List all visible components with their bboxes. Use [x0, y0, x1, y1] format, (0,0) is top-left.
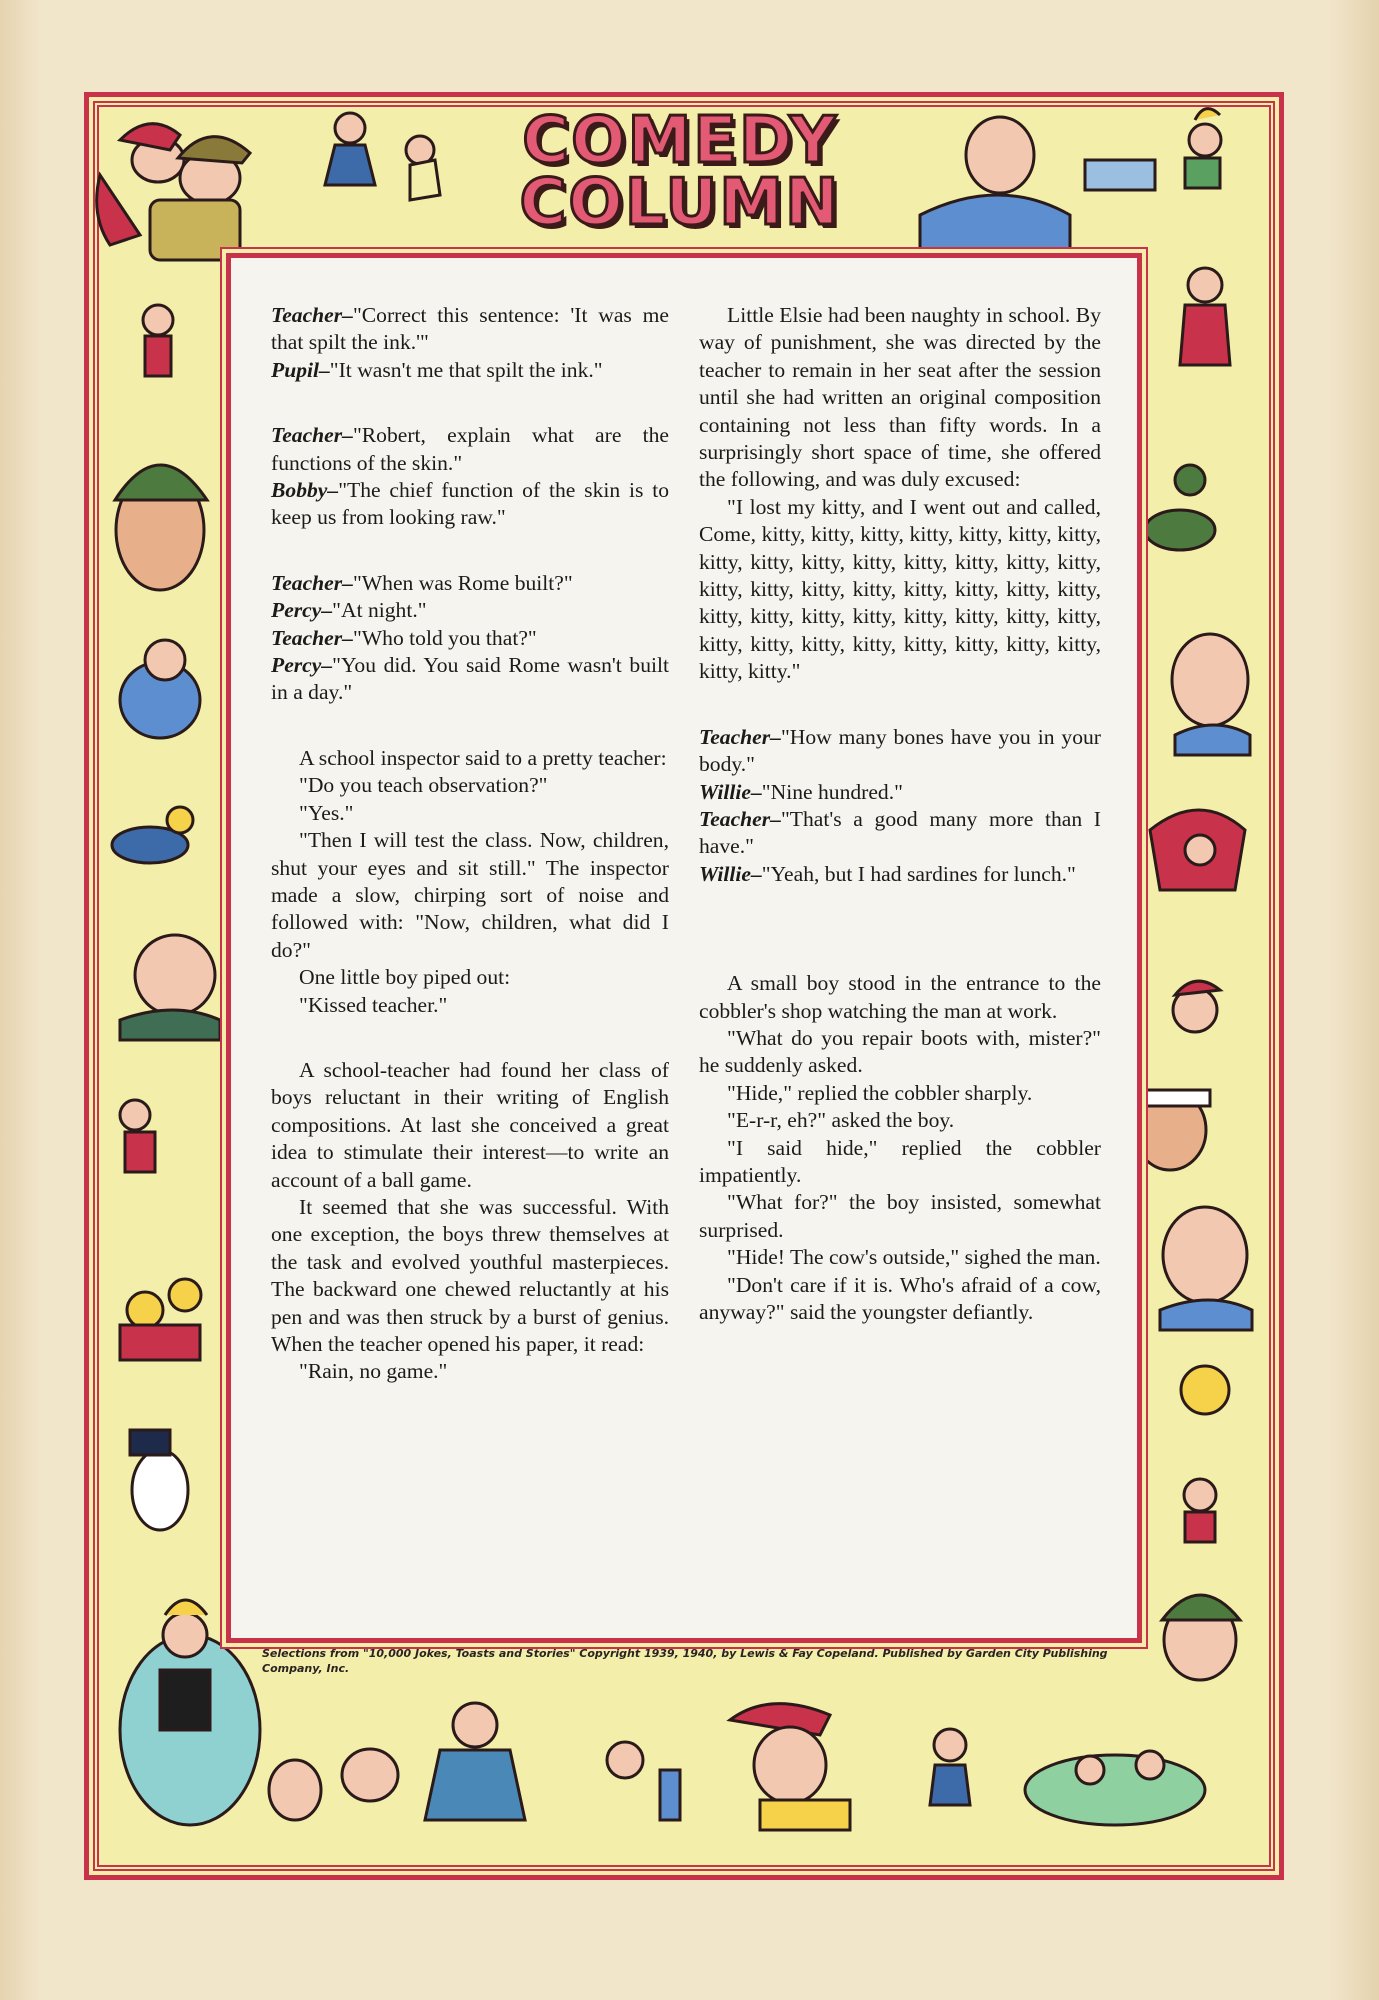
joke-line: A school inspector said to a pretty teacher: — [299, 745, 667, 770]
joke-line: "E-r-r, eh?" asked the boy. — [727, 1108, 955, 1133]
joke-line: "I said hide," replied the cobbler impatiently. — [699, 1135, 1101, 1187]
joke-line: Teacher–"Correct this sentence: 'It was me that spilt the ink.'" — [271, 303, 669, 355]
joke-line: "Hide," replied the cobbler sharply. — [727, 1080, 1033, 1105]
joke-line: "Yes." — [299, 800, 354, 825]
joke-line: Bobby–"The chief function of the skin is to keep us from looking raw." — [271, 478, 669, 530]
jokes-panel — [226, 253, 1142, 1643]
joke-line: "What do you repair boots with, mister?" he suddenly asked. — [699, 1025, 1101, 1078]
title-line-1: COMEDY — [522, 104, 838, 178]
joke-line: "Hide! The cow's outside," sighed the man. — [727, 1245, 1101, 1270]
right-text-column — [699, 302, 1101, 1326]
joke-line: Teacher–"Who told you that?" — [271, 625, 537, 650]
joke-line: "Do you teach observation?" — [299, 773, 548, 798]
racing-kid-icon — [1085, 109, 1221, 190]
joke-line: "Kissed teacher." — [299, 992, 448, 1017]
joke-line: "Rain, no game." — [299, 1359, 448, 1384]
title-line-2: COLUMN — [519, 166, 841, 240]
joke-line: Teacher–"When was Rome built?" — [271, 570, 573, 595]
dancing-kids-icon — [325, 113, 440, 200]
joke-line: Willie–"Nine hundred." — [699, 779, 903, 804]
couple-figure-icon — [97, 124, 250, 260]
joke-line: Teacher–"Robert, explain what are the functions of the skin." — [271, 423, 669, 475]
joke-line: Teacher–"That's a good many more than I have." — [699, 806, 1101, 859]
joke-line: Percy–"At night." — [271, 598, 427, 623]
joke-line: "What for?" the boy insisted, somewhat surprised. — [699, 1190, 1101, 1242]
joke-line: It seemed that she was successful. With one exception, the boys threw themselves at the task and evolved youthful masterpieces. The backward one chewed reluctantly at his pen and was then struck by a burst of genius. When the teacher opened his paper, it read: — [271, 1194, 669, 1356]
joke-line: "Then I will test the class. Now, children, shut your eyes and sit still." The inspector made a slow, chirping sort of noise and followed with: "Now, children, what did I do?" — [271, 828, 669, 962]
joke-line: A school-teacher had found her class of boys reluctant in their writing of English compositions. At last she conceived a great idea to stimulate their interest—to write an account of a ball game. — [271, 1057, 669, 1192]
left-text-column — [271, 302, 669, 1386]
right-border-figures-icon — [1134, 268, 1252, 1680]
left-border-figures-icon — [112, 305, 220, 1530]
joke-line: One little boy piped out: — [299, 965, 511, 990]
joke-line: Percy–"You did. You said Rome wasn't built in a day." — [271, 653, 669, 705]
copyright-credit: Selections from "10,000 Jokes, Toasts and Stories" Copyright 1939, 1940, by Lewis & Fay Copeland. Published by Garden City Publishing Company, Inc. — [262, 1647, 1108, 1675]
comedy-column-title — [480, 104, 880, 240]
joke-line: Little Elsie had been naughty in school. By way of punishment, she was directed by the teacher to remain in her seat after the session until she had written an original composition containing not less than fifty words. In a surprisingly short space of time, she offered the following, and was duly excused: — [699, 303, 1101, 492]
joke-line: Pupil–"It wasn't me that spilt the ink." — [271, 357, 603, 382]
joke-line: "I lost my kitty, and I went out and called, Come, kitty, kitty, kitty, kitty, kitty, kitty, kitty, kitty, kitty, kitty, kitty, kitty, kitty, kitty, kitty, kitty, kitty, kitty, kitty, kitty, kitty, kitty, kitty, kitty, kitty, kitty, kitty, kitty, kitty, kitty, kitty, kitty, kitty, kitty, kitty, kitty, kitty, kitty, kitty, kitty, kitty." — [699, 494, 1101, 684]
joke-line: A small boy stood in the entrance to the cobbler's shop watching the man at work. — [699, 971, 1101, 1023]
joke-line: Teacher–"How many bones have you in your body." — [699, 724, 1101, 777]
man-in-blue-icon — [920, 117, 1070, 250]
joke-line: "Don't care if it is. Who's afraid of a cow, anyway?" said the youngster defiantly. — [699, 1272, 1101, 1324]
joke-line: Willie–"Yeah, but I had sardines for lunch." — [699, 861, 1076, 886]
